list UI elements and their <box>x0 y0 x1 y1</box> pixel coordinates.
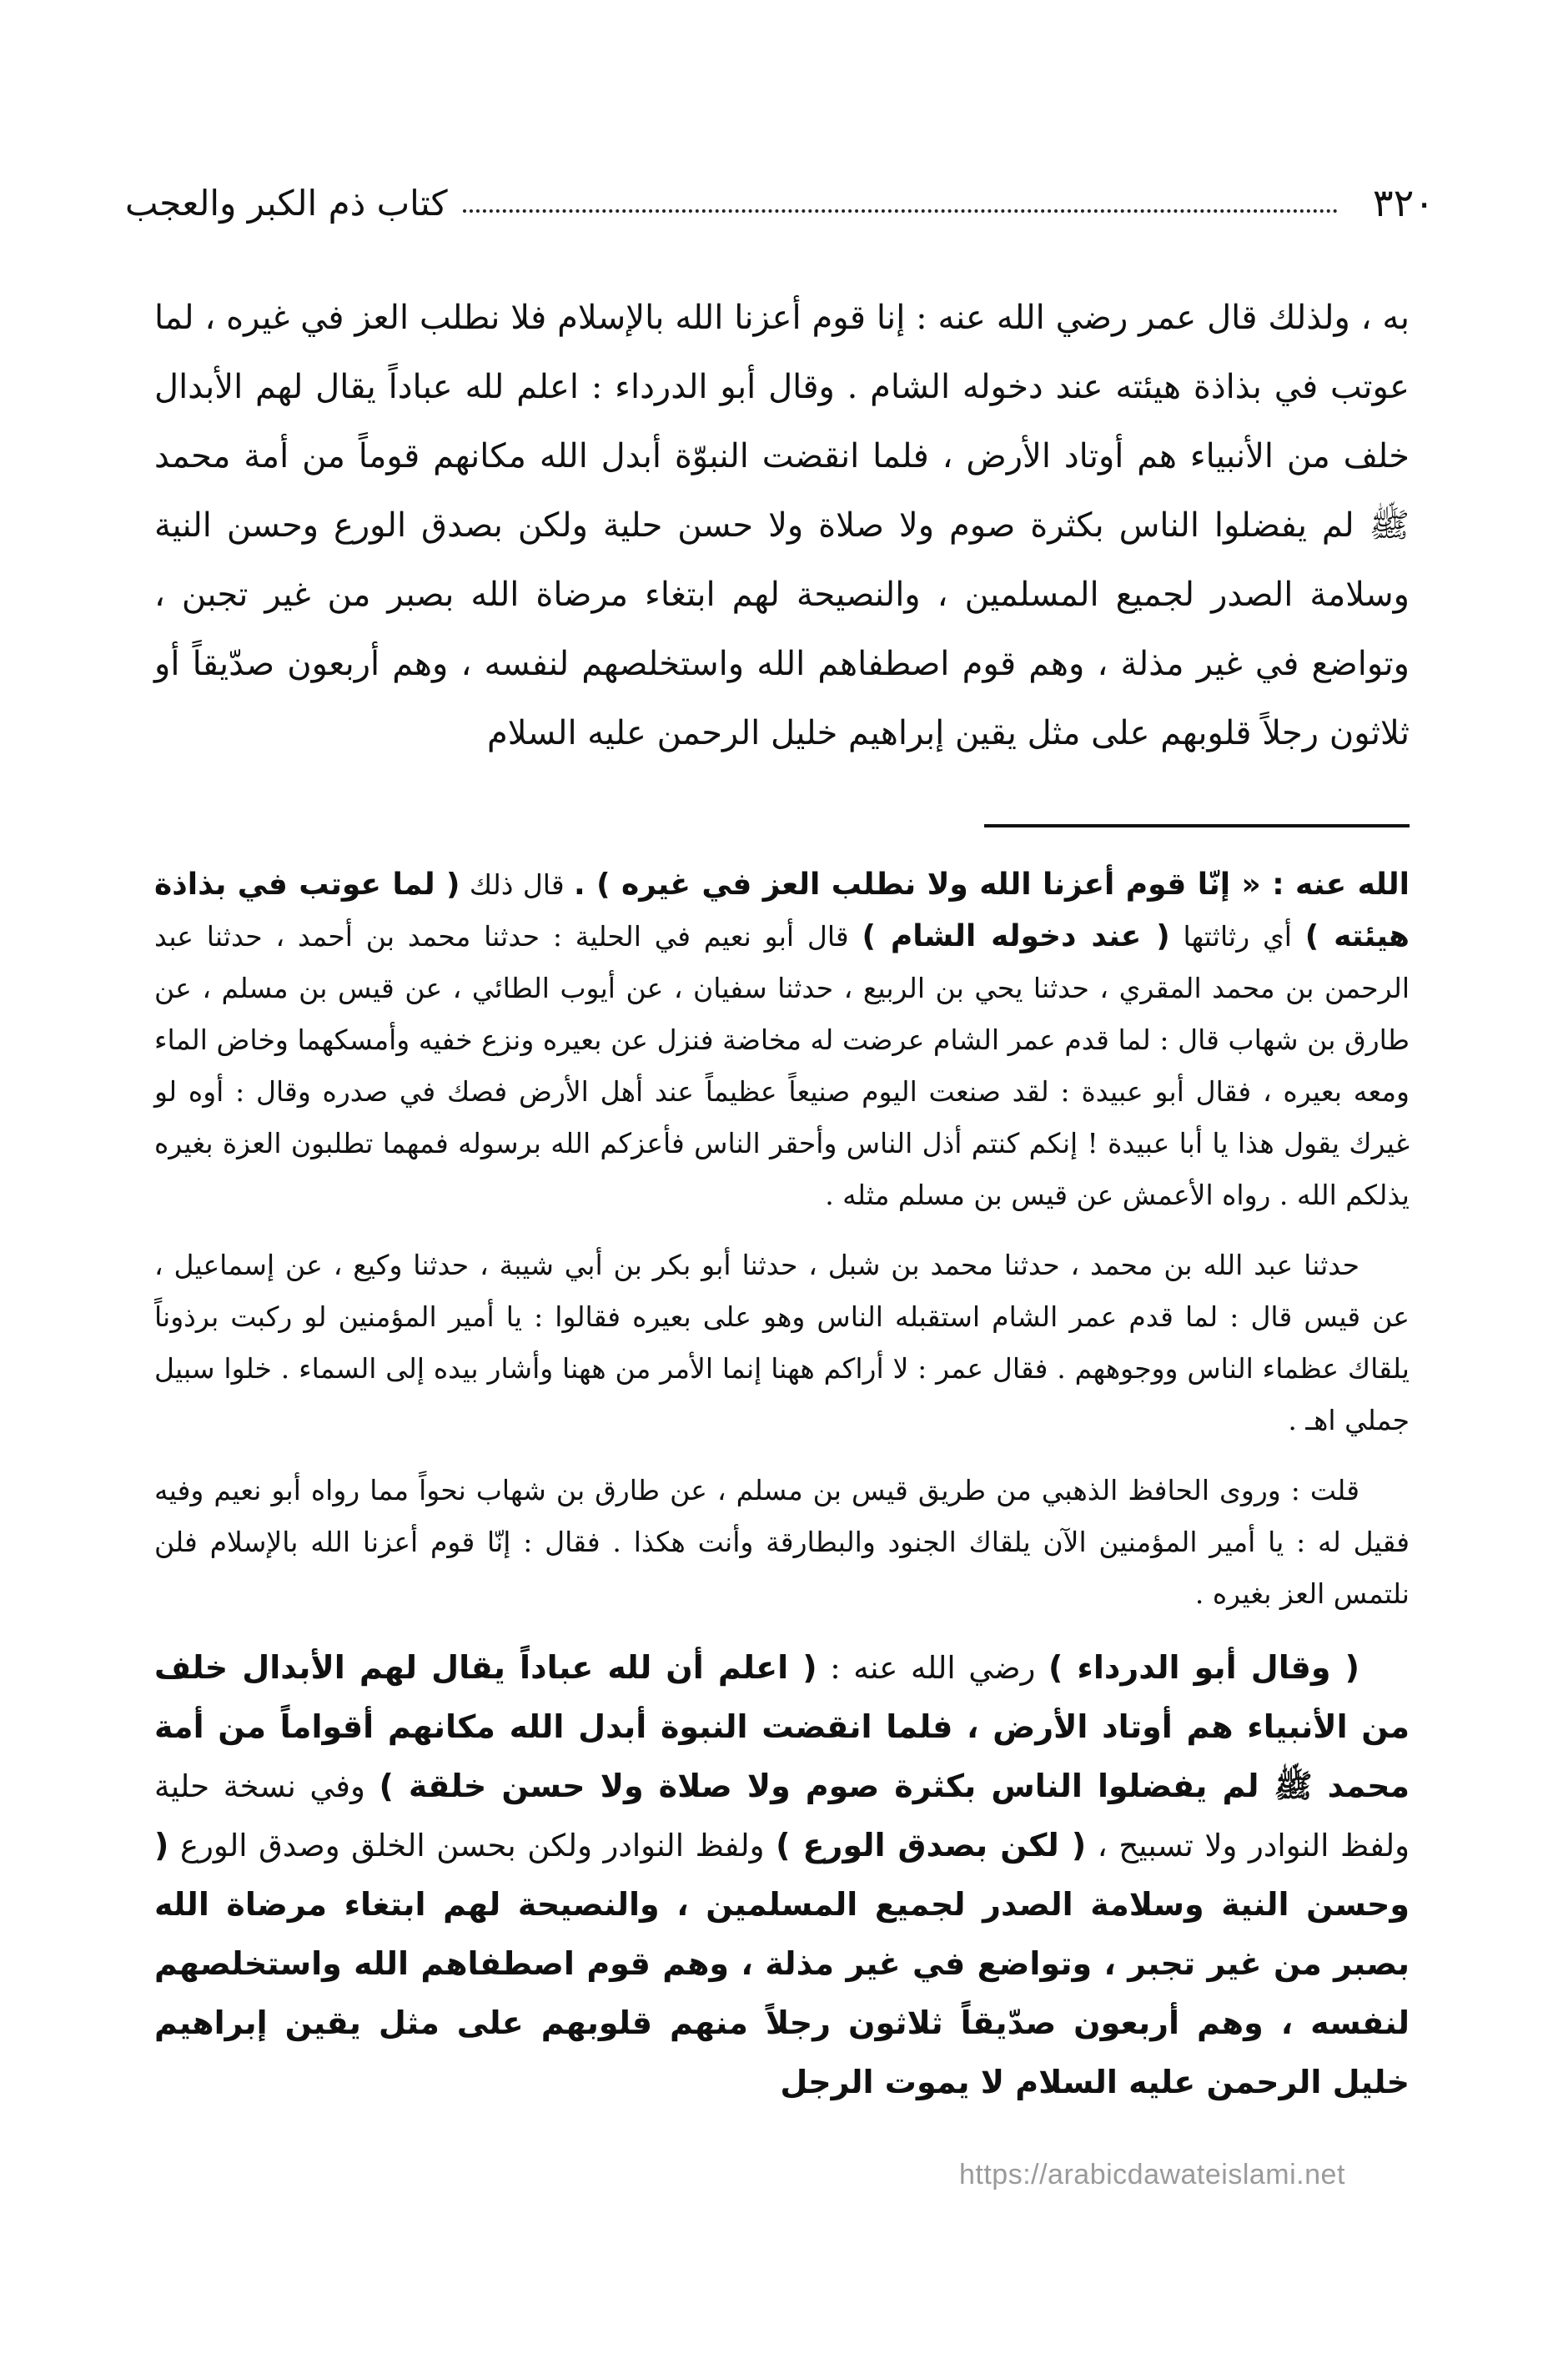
commentary-paragraph-2: حدثنا عبد الله بن محمد ، حدثنا محمد بن شبل ، حدثنا أبو بكر بن أبي شيبة ، حدثنا وكيع ، عن إسماعيل ، عن قيس قال : لما قدم عمر الشام استقبله الناس وهو على بعيره فقالوا : يا أمير المؤمنين لو ركبت برذوناً يلقاك عظماء الناس ووجوههم . فقال عمر : لا أراكم ههنا إنما الأمر من ههنا وأشار بيده إلى السماء . خلوا سبيل جملي اهـ . <box>154 1249 1410 1436</box>
watermark-url: https://arabicdawateislami.net <box>959 2159 1345 2190</box>
commentary-block <box>154 859 1410 2130</box>
footnote-separator-line <box>984 824 1410 827</box>
page-header <box>125 174 1435 232</box>
commentary-text: ولفظ النوادر ولكن بحسن الخلق وصدق الورع <box>168 1828 776 1864</box>
header-dotted-leader <box>463 209 1338 213</box>
commentary-text: قال ذلك <box>460 868 575 901</box>
main-text-block <box>154 284 1410 768</box>
page-number: ٣٢٠ <box>1372 180 1435 225</box>
commentary-paragraph-4 <box>154 1638 1410 2112</box>
quoted-text: ( عند دخوله الشام ) <box>862 919 1170 953</box>
quoted-text: الله عنه : « إنّا قوم أعزنا الله ولا نطلب العز في غيره ) . <box>574 868 1410 902</box>
main-paragraph: به ، ولذلك قال عمر رضي الله عنه : إنا قوم أعزنا الله بالإسلام فلا نطلب العز في غيره ، لما عوتب في بذاذة هيئته عند دخوله الشام . وقال أبو الدرداء : اعلم لله عباداً يقال لهم الأبدال خلف من الأنبياء هم أوتاد الأرض ، فلما انقضت النبوّة أبدل الله مكانهم قوماً من أمة محمد ﷺ لم يفضلوا الناس بكثرة صوم ولا صلاة ولا حسن حلية ولكن بصدق الورع وحسن النية وسلامة الصدر لجميع المسلمين ، والنصيحة لهم ابتغاء مرضاة الله بصبر من غير تجبن ، وتواضع في غير مذلة ، وهم قوم اصطفاهم الله واستخلصهم لنفسه ، وهم أربعون صدّيقاً أو ثلاثون رجلاً قلوبهم على مثل يقين إبراهيم خليل الرحمن عليه السلام <box>154 299 1410 752</box>
quoted-text: ( لكن بصدق الورع ) <box>776 1827 1087 1864</box>
quoted-text: ( وقال أبو الدرداء ) <box>1048 1649 1359 1686</box>
running-title: كتاب ذم الكبر والعجب <box>125 182 448 224</box>
commentary-paragraph-3: قلت : وروى الحافظ الذهبي من طريق قيس بن مسلم ، عن طارق بن شهاب نحواً مما رواه أبو نعيم وفيه فقيل له : يا أمير المؤمنين الآن يلقاك الجنود والبطارقة وأنت هكذا . فقال : إنّا قوم أعزنا الله بالإسلام فلن نلتمس العز بغيره . <box>154 1474 1410 1610</box>
commentary-text: أي رثاثتها <box>1169 920 1305 953</box>
commentary-text: وفي نسخة حلية ولفظ النوادر ولا تسبيح ، <box>154 1768 1410 1864</box>
quoted-text: ( اعلم أن لله عباداً يقال لهم الأبدال خلف من الأنبياء هم أوتاد الأرض ، فلما انقضت النبوة أبدل الله مكانهم أقواماً من أمة محمد ﷺ لم يفضلوا الناس بكثرة صوم ولا صلاة ولا حسن خلقة ) <box>154 1649 1410 1804</box>
commentary-paragraph-1 <box>154 859 1410 1221</box>
commentary-text: قال أبو نعيم في الحلية : حدثنا محمد بن أحمد ، حدثنا عبد الرحمن بن محمد المقري ، حدثنا يحي بن الربيع ، حدثنا سفيان ، عن أيوب الطائي ، عن قيس بن مسلم ، عن طارق بن شهاب قال : لما قدم عمر الشام عرضت له مخاضة فنزل عن بعيره ونزع خفيه وأمسكهما وخاض الماء ومعه بعيره ، فقال أبو عبيدة : لقد صنعت اليوم صنيعاً عظيماً عند أهل الأرض فصك في صدره وقال : أوه لو غيرك يقول هذا يا أبا عبيدة ! إنكم كنتم أذل الناس وأحقر الناس فأعزكم الله برسوله فمهما تطلبون العزة بغيره يذلكم الله . رواه الأعمش عن قيس بن مسلم مثله . <box>154 920 1410 1211</box>
quoted-text: ( وحسن النية وسلامة الصدر لجميع المسلمين ، والنصيحة لهم ابتغاء مرضاة الله بصبر من غير تجبر ، وتواضع في غير مذلة ، وهم قوم اصطفاهم الله واستخلصهم لنفسه ، وهم أربعون صدّيقاً ثلاثون رجلاً منهم قلوبهم على مثل يقين إبراهيم خليل الرحمن عليه السلام لا يموت الرجل <box>154 1827 1410 2100</box>
commentary-text: رضي الله عنه : <box>817 1650 1048 1686</box>
quoted-text: ( لما عوتب في بذاذة هيئته ) <box>154 868 1410 953</box>
